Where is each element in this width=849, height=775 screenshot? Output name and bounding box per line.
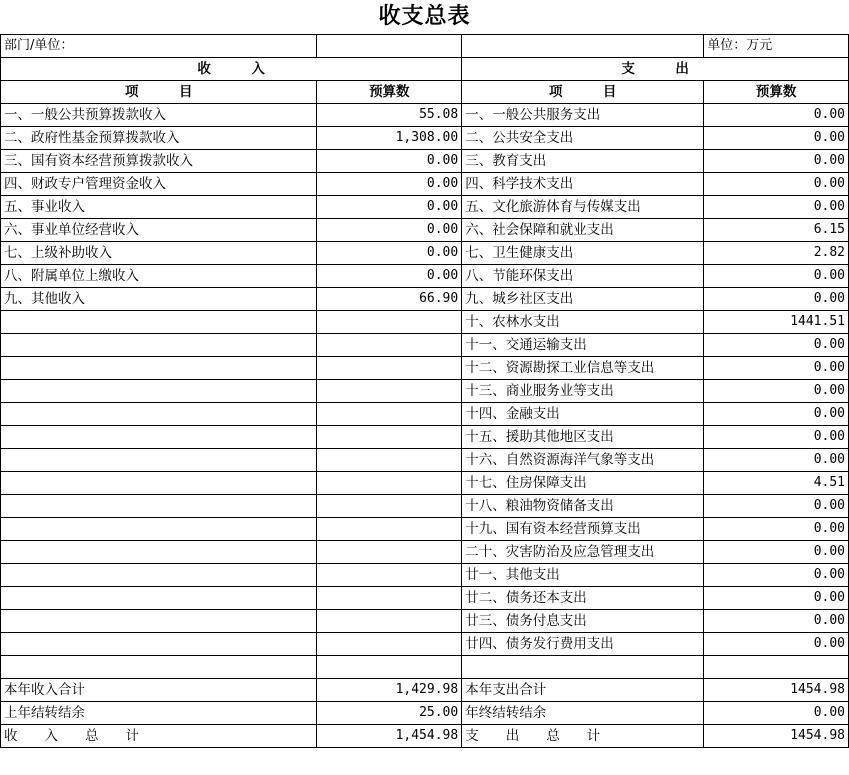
income-amount-cell[interactable]: 25.00 bbox=[317, 702, 462, 725]
income-item-cell[interactable]: 六、事业单位经营收入 bbox=[1, 219, 317, 242]
expense-amount-cell[interactable]: 1454.98 bbox=[704, 725, 849, 748]
expense-amount-cell[interactable]: 0.00 bbox=[704, 564, 849, 587]
expense-amount-cell[interactable]: 0.00 bbox=[704, 380, 849, 403]
expense-amount-cell[interactable]: 0.00 bbox=[704, 449, 849, 472]
expense-item-cell[interactable]: 十、农林水支出 bbox=[462, 311, 704, 334]
income-amount-cell[interactable] bbox=[317, 587, 462, 610]
expense-item-cell[interactable]: 八、节能环保支出 bbox=[462, 265, 704, 288]
meta-row bbox=[1, 35, 849, 58]
unit-label-cell[interactable]: 单位：万元 bbox=[704, 35, 849, 58]
income-amount-cell[interactable]: 0.00 bbox=[317, 219, 462, 242]
expense-item-cell[interactable]: 十七、住房保障支出 bbox=[462, 472, 704, 495]
income-item-cell[interactable] bbox=[1, 403, 317, 426]
table-row bbox=[1, 610, 849, 633]
dept-label-cell[interactable]: 部门/单位： bbox=[1, 35, 317, 58]
expense-item-cell[interactable]: 六、社会保障和就业支出 bbox=[462, 219, 704, 242]
expense-amount-cell[interactable]: 0.00 bbox=[704, 495, 849, 518]
expense-amount-cell[interactable]: 0.00 bbox=[704, 587, 849, 610]
income-amount-cell[interactable] bbox=[317, 518, 462, 541]
table-row bbox=[1, 472, 849, 495]
expense-item-cell[interactable]: 年终结转结余 bbox=[462, 702, 704, 725]
sheet-title: 收支总表 bbox=[378, 4, 471, 29]
expense-item-header[interactable]: 项 目 bbox=[462, 81, 704, 104]
column-header-row bbox=[1, 81, 849, 104]
expense-amount-cell[interactable]: 0.00 bbox=[704, 610, 849, 633]
expense-item-cell[interactable]: 二、公共安全支出 bbox=[462, 127, 704, 150]
expense-amount-cell[interactable]: 6.15 bbox=[704, 219, 849, 242]
income-amount-cell[interactable] bbox=[317, 564, 462, 587]
expense-amount-cell[interactable]: 0.00 bbox=[704, 334, 849, 357]
table-row bbox=[1, 288, 849, 311]
income-item-cell[interactable]: 三、国有资本经营预算拨款收入 bbox=[1, 150, 317, 173]
income-amount-cell[interactable]: 0.00 bbox=[317, 242, 462, 265]
income-item-cell[interactable] bbox=[1, 587, 317, 610]
income-item-cell[interactable]: 四、财政专户管理资金收入 bbox=[1, 173, 317, 196]
table-row bbox=[1, 311, 849, 334]
table-row bbox=[1, 403, 849, 426]
income-item-cell[interactable] bbox=[1, 495, 317, 518]
income-amount-cell[interactable] bbox=[317, 403, 462, 426]
income-amount-cell[interactable]: 0.00 bbox=[317, 173, 462, 196]
table-row bbox=[1, 380, 849, 403]
income-item-cell[interactable]: 九、其他收入 bbox=[1, 288, 317, 311]
expense-amount-cell[interactable]: 0.00 bbox=[704, 518, 849, 541]
income-item-cell[interactable]: 本年收入合计 bbox=[1, 679, 317, 702]
table-row bbox=[1, 449, 849, 472]
table-row bbox=[1, 173, 849, 196]
expense-item-cell[interactable]: 一、一般公共服务支出 bbox=[462, 104, 704, 127]
expense-section-header[interactable]: 支 出 bbox=[462, 58, 849, 81]
income-amount-cell[interactable]: 55.08 bbox=[317, 104, 462, 127]
income-amount-cell[interactable] bbox=[317, 380, 462, 403]
expense-amount-cell[interactable]: 0.00 bbox=[704, 196, 849, 219]
expense-amount-cell[interactable]: 0.00 bbox=[704, 127, 849, 150]
expense-item-cell[interactable]: 二十、灾害防治及应急管理支出 bbox=[462, 541, 704, 564]
expense-amount-cell[interactable]: 0.00 bbox=[704, 357, 849, 380]
total-row bbox=[1, 679, 849, 702]
income-amount-cell[interactable] bbox=[317, 426, 462, 449]
income-amount-header[interactable]: 预算数 bbox=[317, 81, 462, 104]
income-item-cell[interactable]: 二、政府性基金预算拨款收入 bbox=[1, 127, 317, 150]
expense-amount-cell[interactable] bbox=[704, 656, 849, 679]
expense-item-cell[interactable]: 廿三、债务付息支出 bbox=[462, 610, 704, 633]
expense-item-cell[interactable]: 本年支出合计 bbox=[462, 679, 704, 702]
expense-item-cell[interactable]: 十八、粮油物资储备支出 bbox=[462, 495, 704, 518]
expense-item-cell[interactable]: 廿二、债务还本支出 bbox=[462, 587, 704, 610]
income-item-cell[interactable] bbox=[1, 518, 317, 541]
income-item-header[interactable]: 项 目 bbox=[1, 81, 317, 104]
expense-item-cell[interactable]: 七、卫生健康支出 bbox=[462, 242, 704, 265]
expense-item-cell[interactable]: 十二、资源勘探工业信息等支出 bbox=[462, 357, 704, 380]
expense-amount-cell[interactable]: 0.00 bbox=[704, 426, 849, 449]
table-row bbox=[1, 150, 849, 173]
income-amount-cell[interactable]: 66.90 bbox=[317, 288, 462, 311]
income-item-cell[interactable] bbox=[1, 426, 317, 449]
table-row bbox=[1, 334, 849, 357]
table-row bbox=[1, 564, 849, 587]
expense-amount-cell[interactable]: 1454.98 bbox=[704, 679, 849, 702]
table-row bbox=[1, 541, 849, 564]
expense-item-cell[interactable]: 十六、自然资源海洋气象等支出 bbox=[462, 449, 704, 472]
income-amount-cell[interactable]: 0.00 bbox=[317, 196, 462, 219]
table-row bbox=[1, 633, 849, 656]
expense-amount-cell[interactable]: 0.00 bbox=[704, 633, 849, 656]
table-row bbox=[1, 127, 849, 150]
income-item-cell[interactable] bbox=[1, 564, 317, 587]
income-item-cell[interactable] bbox=[1, 633, 317, 656]
expense-item-cell[interactable]: 十四、金融支出 bbox=[462, 403, 704, 426]
expense-item-cell[interactable]: 十三、商业服务业等支出 bbox=[462, 380, 704, 403]
income-item-cell[interactable]: 收 入 总 计 bbox=[1, 725, 317, 748]
table-row bbox=[1, 495, 849, 518]
income-amount-cell[interactable]: 0.00 bbox=[317, 265, 462, 288]
section-row bbox=[1, 58, 849, 81]
income-amount-cell[interactable] bbox=[317, 311, 462, 334]
income-item-cell[interactable] bbox=[1, 610, 317, 633]
income-item-cell[interactable] bbox=[1, 656, 317, 679]
income-item-cell[interactable] bbox=[1, 449, 317, 472]
table-row bbox=[1, 426, 849, 449]
expense-item-cell[interactable]: 十一、交通运输支出 bbox=[462, 334, 704, 357]
income-item-cell[interactable] bbox=[1, 541, 317, 564]
table-row bbox=[1, 219, 849, 242]
income-amount-cell[interactable] bbox=[317, 495, 462, 518]
expense-item-cell[interactable]: 廿四、债务发行费用支出 bbox=[462, 633, 704, 656]
table-row bbox=[1, 265, 849, 288]
income-item-cell[interactable]: 一、一般公共预算拨款收入 bbox=[1, 104, 317, 127]
income-amount-cell[interactable]: 1,308.00 bbox=[317, 127, 462, 150]
expense-item-cell[interactable]: 五、文化旅游体育与传媒支出 bbox=[462, 196, 704, 219]
expense-item-cell[interactable]: 四、科学技术支出 bbox=[462, 173, 704, 196]
income-item-cell[interactable]: 五、事业收入 bbox=[1, 196, 317, 219]
expense-item-cell[interactable]: 十九、国有资本经营预算支出 bbox=[462, 518, 704, 541]
income-amount-cell[interactable] bbox=[317, 472, 462, 495]
expense-amount-cell[interactable]: 1441.51 bbox=[704, 311, 849, 334]
table-row bbox=[1, 242, 849, 265]
expense-amount-cell[interactable]: 0.00 bbox=[704, 541, 849, 564]
income-amount-cell[interactable] bbox=[317, 357, 462, 380]
income-item-cell[interactable] bbox=[1, 380, 317, 403]
income-item-cell[interactable] bbox=[1, 472, 317, 495]
expense-amount-cell[interactable]: 0.00 bbox=[704, 173, 849, 196]
expense-item-cell[interactable]: 廿一、其他支出 bbox=[462, 564, 704, 587]
summary-table bbox=[0, 34, 849, 748]
income-amount-cell[interactable]: 0.00 bbox=[317, 150, 462, 173]
expense-amount-cell[interactable]: 0.00 bbox=[704, 288, 849, 311]
income-item-cell[interactable]: 八、附属单位上缴收入 bbox=[1, 265, 317, 288]
total-row bbox=[1, 725, 849, 748]
income-amount-cell[interactable]: 1,454.98 bbox=[317, 725, 462, 748]
table-row bbox=[1, 196, 849, 219]
income-item-cell[interactable] bbox=[1, 334, 317, 357]
expense-amount-cell[interactable]: 0.00 bbox=[704, 702, 849, 725]
expense-amount-header[interactable]: 预算数 bbox=[704, 81, 849, 104]
meta-empty-cell[interactable] bbox=[317, 35, 462, 58]
expense-item-cell[interactable] bbox=[462, 656, 704, 679]
expense-item-cell[interactable]: 九、城乡社区支出 bbox=[462, 288, 704, 311]
expense-amount-cell[interactable]: 2.82 bbox=[704, 242, 849, 265]
expense-amount-cell[interactable]: 0.00 bbox=[704, 403, 849, 426]
expense-amount-cell[interactable]: 0.00 bbox=[704, 150, 849, 173]
expense-item-cell[interactable]: 三、教育支出 bbox=[462, 150, 704, 173]
income-item-cell[interactable]: 上年结转结余 bbox=[1, 702, 317, 725]
income-section-header[interactable]: 收 入 bbox=[1, 58, 462, 81]
table-row bbox=[1, 587, 849, 610]
income-amount-cell[interactable] bbox=[317, 610, 462, 633]
income-amount-cell[interactable] bbox=[317, 541, 462, 564]
expense-item-cell[interactable]: 支 出 总 计 bbox=[462, 725, 704, 748]
income-amount-cell[interactable] bbox=[317, 334, 462, 357]
income-amount-cell[interactable] bbox=[317, 633, 462, 656]
table-row bbox=[1, 357, 849, 380]
table-row bbox=[1, 104, 849, 127]
income-item-cell[interactable]: 七、上级补助收入 bbox=[1, 242, 317, 265]
expense-item-cell[interactable]: 十五、援助其他地区支出 bbox=[462, 426, 704, 449]
meta-empty-cell[interactable] bbox=[462, 35, 704, 58]
table-row bbox=[1, 656, 849, 679]
income-item-cell[interactable] bbox=[1, 357, 317, 380]
expense-amount-cell[interactable]: 4.51 bbox=[704, 472, 849, 495]
income-item-cell[interactable] bbox=[1, 311, 317, 334]
income-amount-cell[interactable]: 1,429.98 bbox=[317, 679, 462, 702]
expense-amount-cell[interactable]: 0.00 bbox=[704, 104, 849, 127]
expense-amount-cell[interactable]: 0.00 bbox=[704, 265, 849, 288]
income-amount-cell[interactable] bbox=[317, 656, 462, 679]
total-row bbox=[1, 702, 849, 725]
income-amount-cell[interactable] bbox=[317, 449, 462, 472]
table-row bbox=[1, 518, 849, 541]
